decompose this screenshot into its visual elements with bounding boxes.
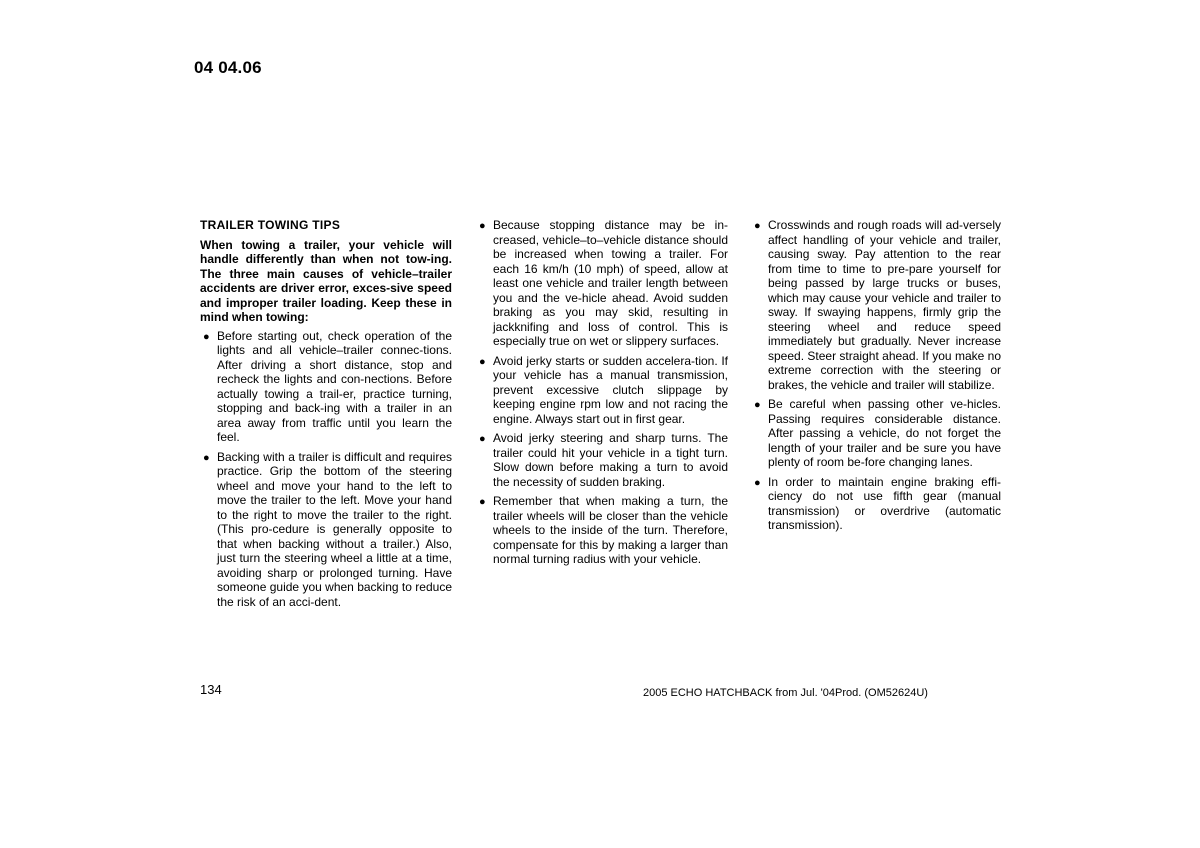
list-item <box>476 494 728 567</box>
intro-paragraph: When towing a trailer, your vehicle will handle differently than when not tow-ing. The three main causes of vehicle–trailer accidents are driver error, exces-sive speed and improper trailer loading. Keep these in mind when towing: <box>200 237 452 324</box>
bullet-list <box>200 329 452 610</box>
bullet-icon: ● <box>479 496 486 508</box>
bullet-icon: ● <box>754 476 761 489</box>
list-item <box>200 329 452 445</box>
list-item-text: Before starting out, check operation of the lights and all vehicle–trailer connec-tions. After driving a short distance, stop and recheck the lights and con-nections. Before actually towing a trail-er, practice turning, stopping and back-ing with a trailer in an area away from traffic until you learn the feel. <box>217 328 452 444</box>
page-number: 134 <box>200 682 222 697</box>
section-title: TRAILER TOWING TIPS <box>200 218 341 232</box>
bullet-list <box>751 218 1001 533</box>
list-item <box>751 397 1001 470</box>
footer-note: 2005 ECHO HATCHBACK from Jul. '04Prod. (OM52624U) <box>643 687 928 699</box>
list-item-text: Avoid jerky starts or sudden accelera-tion. If your vehicle has a manual transmission, prevent excessive clutch slippage by keeping engine rpm low and not racing the engine. Always start out in first gear. <box>493 353 728 426</box>
bullet-icon: ● <box>754 220 761 232</box>
list-item <box>751 475 1001 533</box>
list-item-text: Backing with a trailer is difficult and requires practice. Grip the bottom of the steering wheel and move your hand to the left to move the trailer to the left. Move your hand to the right to move the trailer to the right. (This pro-cedure is generally opposite to that when backing without a trailer.) Also, just turn the steering wheel a little at a time, avoiding sharp or prolonged turning. Have someone guide you when backing to reduce the risk of an acci-dent. <box>217 449 452 609</box>
list-item-text: Be careful when passing other ve-hicles. Passing requires considerable distance. After passing a vehicle, do not forget the length of your trailer and be sure you have plenty of room be-fore changing lanes. <box>768 397 1001 469</box>
list-item-text: Because stopping distance may be in-creased, vehicle–to–vehicle distance should be increased when towing a trailer. For each 16 km/h (10 mph) of speed, allow at least one vehicle and trailer length between you and the ve-hicle ahead. Avoid sudden braking as you may skid, resulting in jackknifing and loss of control. This is especially true on wet or slippery surfaces. <box>493 218 728 348</box>
list-item-text: Crosswinds and rough roads will ad-versely affect handling of your vehicle and trailer, causing sway. Pay attention to the rear from time to time to pre-pare yourself for being passed by large trucks or buses, which may cause your vehicle and trailer to sway. If swaying happens, firmly grip the steering wheel and reduce speed immediately but gradually. Never increase speed. Steer straight ahead. If you make no extreme correction with the steering or brakes, the vehicle and trailer will stabilize. <box>768 218 1001 392</box>
list-item-text: Avoid jerky steering and sharp turns. The trailer could hit your vehicle in a tight turn. Slow down before making a turn to avoid the necessity of sudden braking. <box>493 431 728 489</box>
list-item-text: Remember that when making a turn, the trailer wheels will be closer than the vehicle wheels to the inside of the turn. Therefore, compensate for this by making a larger than normal turning radius with your vehicle. <box>493 494 728 566</box>
list-item <box>200 450 452 610</box>
column-left <box>200 218 452 614</box>
list-item <box>476 354 728 427</box>
bullet-icon: ● <box>203 451 210 464</box>
list-item <box>476 218 728 349</box>
bullet-icon: ● <box>203 330 210 343</box>
list-item <box>476 431 728 489</box>
list-item <box>751 218 1001 392</box>
bullet-icon: ● <box>479 220 486 232</box>
column-right <box>751 218 1001 538</box>
bullet-icon: ● <box>479 433 486 445</box>
bullet-icon: ● <box>479 355 486 368</box>
section-code: 04 04.06 <box>194 58 262 77</box>
bullet-icon: ● <box>754 399 761 411</box>
column-middle <box>476 218 728 572</box>
bullet-list <box>476 218 728 567</box>
list-item-text: In order to maintain engine braking effi-ciency do not use fifth gear (manual transmission) or overdrive (automatic transmission). <box>768 474 1001 532</box>
